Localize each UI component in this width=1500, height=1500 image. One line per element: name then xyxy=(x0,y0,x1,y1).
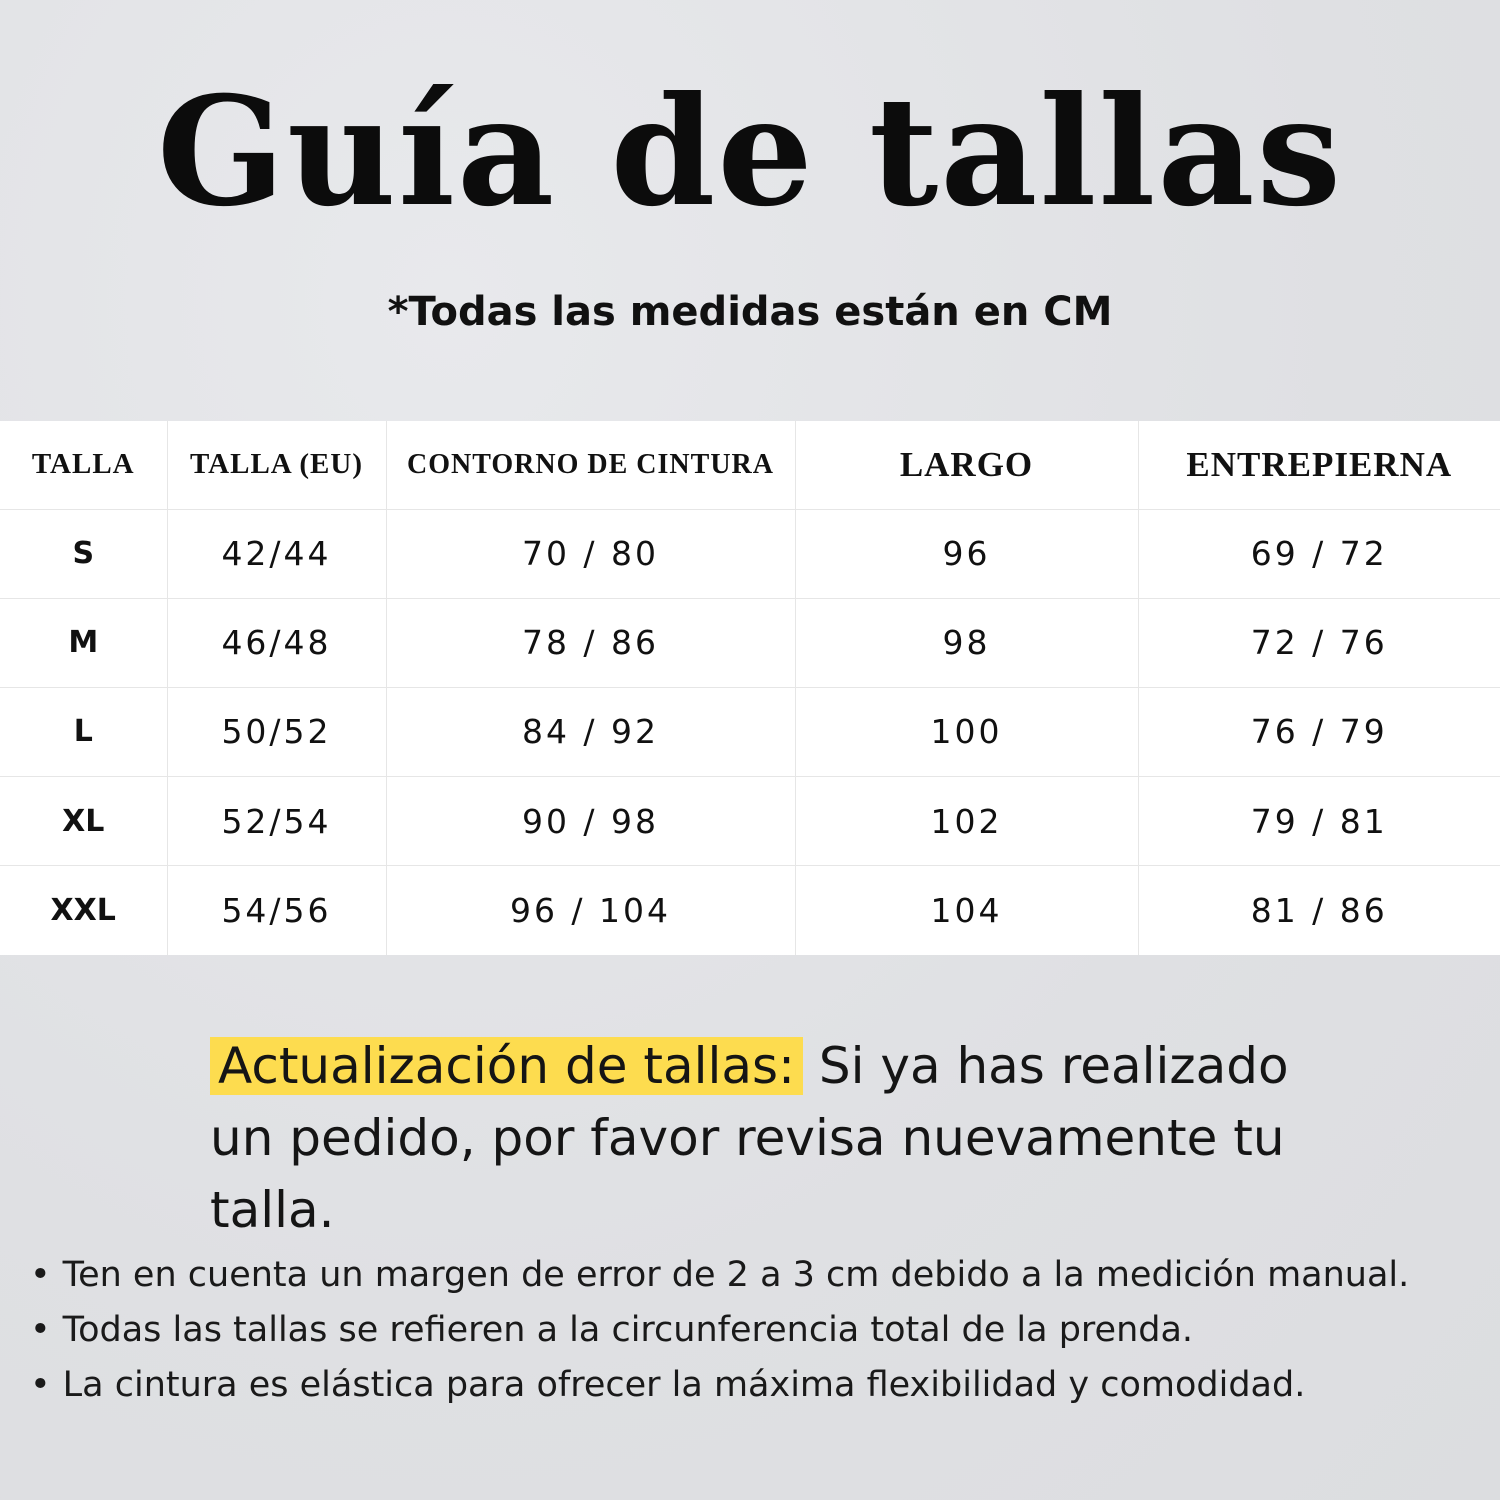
cell-eu: 52/54 xyxy=(167,777,386,866)
cell-inseam: 72 / 76 xyxy=(1138,598,1500,687)
bullet-icon: • xyxy=(30,1255,51,1295)
table-row xyxy=(0,509,1500,598)
size-update-text: Si ya has realizado un pedido, por favor revisa nuevamente tu talla. xyxy=(210,1037,1289,1239)
page-title: Guía de tallas xyxy=(156,64,1344,240)
cell-eu: 42/44 xyxy=(167,509,386,598)
cell-size: M xyxy=(0,598,167,687)
cell-size: L xyxy=(0,687,167,776)
header-entrepierna: ENTREPIERNA xyxy=(1138,421,1500,509)
cell-length: 100 xyxy=(795,687,1138,776)
note-text: Todas las tallas se refieren a la circunferencia total de la prenda. xyxy=(62,1310,1194,1350)
cell-waist: 96 / 104 xyxy=(386,866,795,955)
size-table-container xyxy=(0,421,1500,955)
table-row xyxy=(0,866,1500,955)
cell-size: XXL xyxy=(0,866,167,955)
bullet-icon: • xyxy=(30,1365,51,1405)
cell-length: 96 xyxy=(795,509,1138,598)
table-row xyxy=(0,687,1500,776)
cell-waist: 78 / 86 xyxy=(386,598,795,687)
list-item xyxy=(30,1303,1480,1358)
cell-waist: 70 / 80 xyxy=(386,509,795,598)
cell-inseam: 76 / 79 xyxy=(1138,687,1500,776)
notes-list xyxy=(30,1248,1480,1413)
note-text: Ten en cuenta un margen de error de 2 a 3 cm debido a la medición manual. xyxy=(62,1255,1410,1295)
table-row xyxy=(0,777,1500,866)
list-item xyxy=(30,1358,1480,1413)
cell-inseam: 79 / 81 xyxy=(1138,777,1500,866)
header-largo: LARGO xyxy=(795,421,1138,509)
cell-eu: 54/56 xyxy=(167,866,386,955)
cell-eu: 46/48 xyxy=(167,598,386,687)
cell-size: XL xyxy=(0,777,167,866)
header-talla: TALLA xyxy=(0,421,167,509)
header-contorno-cintura: CONTORNO DE CINTURA xyxy=(386,421,795,509)
cell-length: 98 xyxy=(795,598,1138,687)
bullet-icon: • xyxy=(30,1310,51,1350)
list-item xyxy=(30,1248,1480,1303)
table-row xyxy=(0,598,1500,687)
size-table xyxy=(0,421,1500,955)
cell-inseam: 81 / 86 xyxy=(1250,891,1388,931)
size-update-label: Actualización de tallas: xyxy=(210,1037,803,1095)
cell-length: 104 xyxy=(795,866,1138,955)
cell-length: 102 xyxy=(795,777,1138,866)
cell-waist: 84 / 92 xyxy=(386,687,795,776)
cell-eu: 50/52 xyxy=(167,687,386,776)
cell-waist: 90 / 98 xyxy=(386,777,795,866)
table-header-row xyxy=(0,421,1500,509)
cell-inseam: 69 / 72 xyxy=(1138,509,1500,598)
header-talla-eu: TALLA (EU) xyxy=(167,421,386,509)
note-text: La cintura es elástica para ofrecer la máxima flexibilidad y comodidad. xyxy=(62,1365,1306,1405)
units-note: *Todas las medidas están en CM xyxy=(387,289,1113,335)
size-update-notice xyxy=(210,1030,1310,1246)
cell-size: S xyxy=(0,509,167,598)
